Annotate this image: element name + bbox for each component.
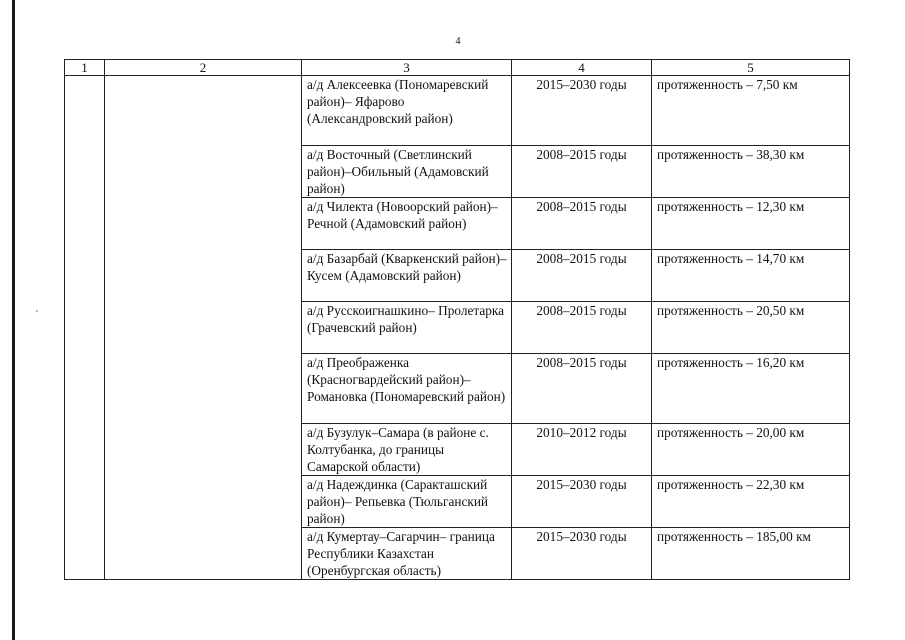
road-cell: а/д Преображенка (Красногвардейский район)– Романовка (Пономаревский район) <box>302 354 512 424</box>
road-cell: а/д Бузулук–Самара (в районе с. Колтубанка, до границы Самарской области) <box>302 424 512 476</box>
period-cell: 2008–2015 годы <box>512 198 652 250</box>
period-cell: 2015–2030 годы <box>512 76 652 146</box>
period-cell: 2015–2030 годы <box>512 476 652 528</box>
header-col-5: 5 <box>652 60 850 76</box>
table-row <box>65 76 850 146</box>
road-cell: а/д Восточный (Светлинский район)–Обильный (Адамовский район) <box>302 146 512 198</box>
road-cell: а/д Кумертау–Сагарчин– граница Республики Казахстан (Оренбургская область) <box>302 528 512 580</box>
length-cell: протяженность – 20,50 км <box>652 302 850 354</box>
period-cell: 2008–2015 годы <box>512 250 652 302</box>
length-cell: протяженность – 38,30 км <box>652 146 850 198</box>
road-cell: а/д Алексеевка (Пономаревский район)– Яфарово (Александровский район) <box>302 76 512 146</box>
scan-speck <box>36 310 38 312</box>
header-col-2: 2 <box>105 60 302 76</box>
period-cell: 2008–2015 годы <box>512 354 652 424</box>
period-cell: 2008–2015 годы <box>512 146 652 198</box>
header-col-4: 4 <box>512 60 652 76</box>
length-cell: протяженность – 22,30 км <box>652 476 850 528</box>
length-cell: протяженность – 12,30 км <box>652 198 850 250</box>
length-cell: протяженность – 20,00 км <box>652 424 850 476</box>
header-row <box>65 60 850 76</box>
scan-edge <box>12 0 15 640</box>
road-cell: а/д Надеждинка (Саракташский район)– Репьевка (Тюльганский район) <box>302 476 512 528</box>
page-number: 4 <box>455 36 461 47</box>
length-cell: протяженность – 7,50 км <box>652 76 850 146</box>
length-cell: протяженность – 16,20 км <box>652 354 850 424</box>
length-cell: протяженность – 14,70 км <box>652 250 850 302</box>
header-col-1: 1 <box>65 60 105 76</box>
period-cell: 2015–2030 годы <box>512 528 652 580</box>
road-cell: а/д Базарбай (Кваркенский район)–Кусем (Адамовский район) <box>302 250 512 302</box>
roads-table <box>64 59 850 580</box>
length-cell: протяженность – 185,00 км <box>652 528 850 580</box>
road-cell: а/д Русскоигнашкино– Пролетарка (Грачевский район) <box>302 302 512 354</box>
period-cell: 2008–2015 годы <box>512 302 652 354</box>
col-1-cell <box>65 76 105 580</box>
header-col-3: 3 <box>302 60 512 76</box>
road-cell: а/д Чилекта (Новоорский район)–Речной (Адамовский район) <box>302 198 512 250</box>
col-2-cell <box>105 76 302 580</box>
period-cell: 2010–2012 годы <box>512 424 652 476</box>
